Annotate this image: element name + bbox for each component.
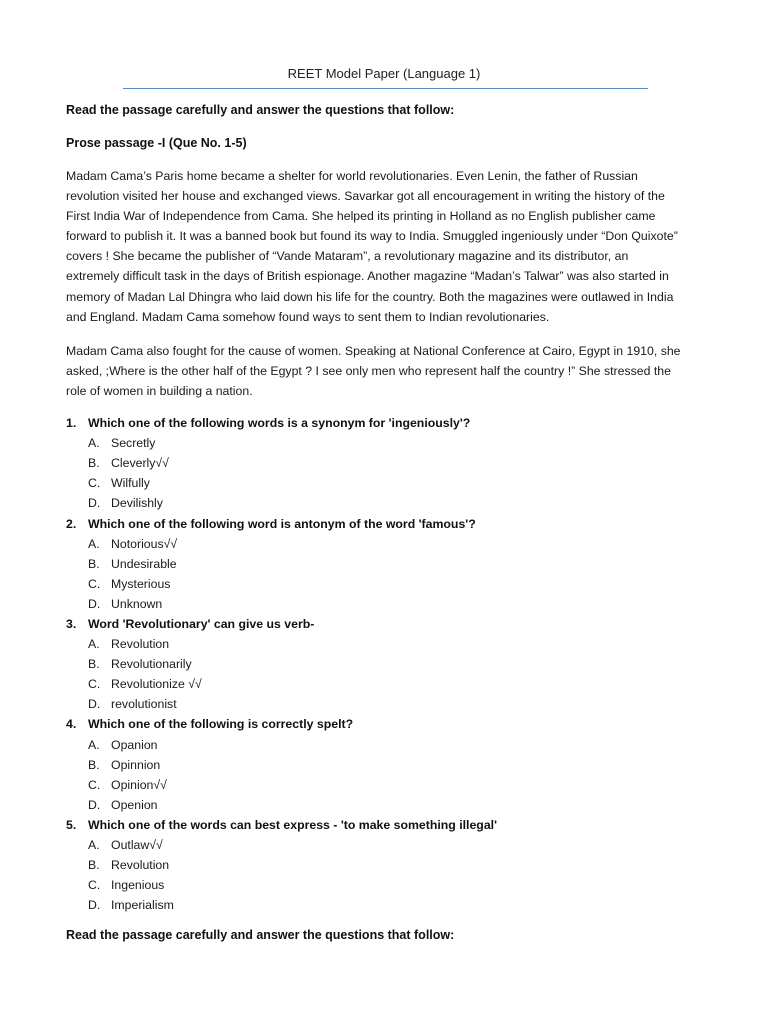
passage-paragraph-2-line: role of women in building a nation.: [66, 384, 253, 399]
question-item: [66, 413, 706, 513]
option-text: Devilishly: [111, 496, 163, 511]
question-item: [66, 815, 706, 915]
header-divider: [123, 88, 648, 89]
instructions-top: Read the passage carefully and answer the questions that follow:: [66, 103, 455, 117]
answer-option: [66, 694, 706, 714]
passage-paragraph-2-line: asked, ;Where is the other half of the Egypt ? I see only men who represent half the country !” She stressed the: [66, 364, 671, 379]
answer-option: [66, 855, 706, 875]
question-stem: [66, 513, 706, 533]
answer-option: [66, 473, 706, 493]
passage-paragraph-2-line: Madam Cama also fought for the cause of women. Speaking at National Conference at Cairo, Egypt in 1910, she: [66, 344, 681, 358]
question-stem: [66, 413, 706, 433]
option-letter: D.: [88, 496, 101, 511]
option-letter: C.: [88, 677, 101, 692]
question-item: [66, 513, 706, 613]
option-letter: D.: [88, 898, 101, 913]
answer-option: [66, 755, 706, 775]
option-letter: C.: [88, 777, 101, 792]
passage-paragraph-1: [66, 166, 706, 327]
answer-option: [66, 895, 706, 915]
option-text: Cleverly√√: [111, 456, 169, 471]
option-list: [66, 835, 706, 915]
option-letter: B.: [88, 556, 100, 571]
option-list: [66, 634, 706, 714]
answer-option: [66, 453, 706, 473]
question-number: 3.: [66, 616, 77, 631]
option-text: Openion: [111, 797, 158, 812]
option-list: [66, 433, 706, 513]
option-text: Opanion: [111, 737, 158, 752]
option-text: Imperialism: [111, 898, 174, 913]
option-text: revolutionist: [111, 697, 177, 712]
option-text: Opinnion: [111, 757, 161, 772]
question-text: Word 'Revolutionary' can give us verb-: [88, 616, 315, 631]
answer-option: [66, 433, 706, 453]
option-letter: C.: [88, 576, 101, 591]
passage-paragraph-1-line: covers ! She became the publisher of “Vande Mataram”, a revolutionary magazine and its distributor, an: [66, 249, 629, 264]
answer-option: [66, 775, 706, 795]
question-list: [66, 413, 706, 915]
option-text: Ingenious: [111, 878, 165, 893]
passage-paragraph-1-line: revolution visited her house and exchanged views. Savarkar got all encouragement in writing the history of the: [66, 189, 665, 204]
answer-option: [66, 594, 706, 614]
option-letter: D.: [88, 697, 101, 712]
question-text: Which one of the words can best express - 'to make something illegal': [88, 817, 497, 832]
option-letter: B.: [88, 858, 100, 873]
answer-option: [66, 634, 706, 654]
passage-paragraph-1-line: First India War of Independence from Cama. She helped its printing in Holland as no English publisher came: [66, 209, 656, 224]
option-text: Revolution: [111, 858, 170, 873]
option-text: Revolutionize √√: [111, 677, 202, 692]
answer-option: [66, 735, 706, 755]
option-letter: B.: [88, 757, 100, 772]
answer-option: [66, 795, 706, 815]
option-letter: D.: [88, 797, 101, 812]
answer-option: [66, 875, 706, 895]
option-text: Undesirable: [111, 556, 177, 571]
answer-option: [66, 554, 706, 574]
question-number: 4.: [66, 717, 77, 732]
option-text: Revolution: [111, 637, 170, 652]
answer-option: [66, 835, 706, 855]
question-text: Which one of the following is correctly spelt?: [88, 717, 354, 732]
question-stem: [66, 815, 706, 835]
passage-paragraph-1-line: Madam Cama’s Paris home became a shelter for world revolutionaries. Even Lenin, the father of Russian: [66, 169, 638, 183]
option-text: Secretly: [111, 436, 156, 451]
passage-paragraph-1-line: extremely difficult task in the days of British espionage. Another magazine “Madan’s Talwar” was also started in: [66, 269, 669, 284]
question-text: Which one of the following word is antonym of the word 'famous'?: [88, 516, 476, 531]
option-letter: A.: [88, 536, 100, 551]
option-text: Notorious√√: [111, 536, 178, 551]
option-letter: A.: [88, 737, 100, 752]
question-number: 2.: [66, 516, 77, 531]
answer-option: [66, 674, 706, 694]
question-stem: [66, 714, 706, 734]
passage-paragraph-2: [66, 341, 706, 401]
option-text: Wilfully: [111, 476, 150, 491]
answer-option: [66, 574, 706, 594]
passage-paragraph-1-line: and England. Madam Cama somehow found ways to sent them to Indian revolutionaries.: [66, 309, 550, 324]
passage-paragraph-1-line: memory of Madan Lal Dhingra who laid down his life for the country. Both the magazines were outlawed in India: [66, 289, 674, 304]
question-number: 5.: [66, 817, 77, 832]
option-text: Opinion√√: [111, 777, 167, 792]
question-item: [66, 714, 706, 814]
passage-paragraph-1-line: forward to publish it. It was a banned book but found its way to India. Smuggled ingeniously under “Don Quixote”: [66, 229, 678, 244]
option-list: [66, 735, 706, 815]
option-text: Revolutionarily: [111, 657, 192, 672]
answer-option: [66, 493, 706, 513]
option-letter: B.: [88, 657, 100, 672]
option-letter: C.: [88, 878, 101, 893]
page-header-title: REET Model Paper (Language 1): [287, 66, 481, 81]
instructions-bottom: Read the passage carefully and answer the questions that follow:: [66, 928, 455, 942]
question-text: Which one of the following words is a synonym for 'ingeniously'?: [88, 416, 471, 431]
prose-passage-heading: Prose passage -I (Que No. 1-5): [66, 136, 247, 150]
question-stem: [66, 614, 706, 634]
option-text: Outlaw√√: [111, 838, 163, 853]
question-number: 1.: [66, 416, 77, 431]
option-letter: D.: [88, 596, 101, 611]
question-item: [66, 614, 706, 714]
answer-option: [66, 654, 706, 674]
option-letter: A.: [88, 838, 100, 853]
option-letter: A.: [88, 436, 100, 451]
option-letter: A.: [88, 637, 100, 652]
option-text: Unknown: [111, 596, 163, 611]
option-letter: C.: [88, 476, 101, 491]
answer-option: [66, 534, 706, 554]
option-text: Mysterious: [111, 576, 171, 591]
option-letter: B.: [88, 456, 100, 471]
option-list: [66, 534, 706, 614]
